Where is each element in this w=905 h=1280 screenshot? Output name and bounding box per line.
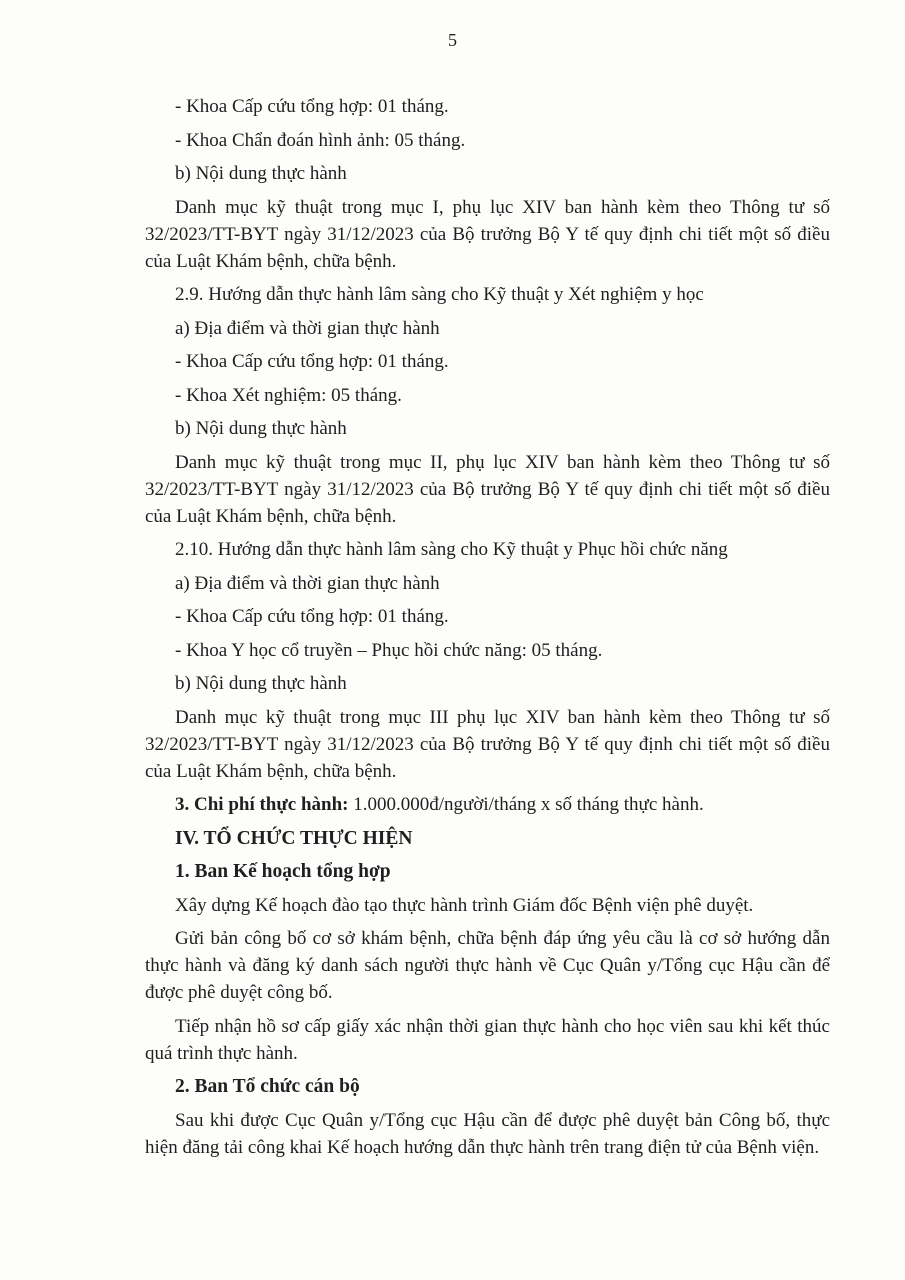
page-number: 5 <box>448 30 457 50</box>
subsection-heading: 1. Ban Kế hoạch tổng hợp <box>175 861 391 882</box>
paragraph: Xây dựng Kế hoạch đào tạo thực hành trình Giám đốc Bệnh viện phê duyệt. <box>175 894 754 916</box>
paragraph: Danh mục kỹ thuật trong mục II, phụ lục XIV ban hành kèm theo Thông tư số 32/2023/TT-BYT ngày 31/12/2023 của Bộ trưởng Bộ Y tế quy định chi tiết một số điều của Luật Khám bệnh, chữa bệnh. <box>145 451 830 527</box>
subheading: b) Nội dung thực hành <box>175 673 347 694</box>
paragraph: Tiếp nhận hồ sơ cấp giấy xác nhận thời gian thực hành cho học viên sau khi kết thúc quá trình thực hành. <box>145 1015 830 1064</box>
section-heading: 2.10. Hướng dẫn thực hành lâm sàng cho Kỹ thuật y Phục hồi chức năng <box>175 539 728 560</box>
cost-line <box>175 791 830 818</box>
list-item: - Khoa Cấp cứu tổng hợp: 01 tháng. <box>175 606 449 627</box>
subsection-heading: 2. Ban Tổ chức cán bộ <box>175 1076 360 1097</box>
paragraph: Gửi bản công bố cơ sở khám bệnh, chữa bệnh đáp ứng yêu cầu là cơ sở hướng dẫn thực hành và đăng ký danh sách người thực hành về Cục Quân y/Tổng cục Hậu cần để được phê duyệt công bố. <box>145 928 830 1003</box>
list-item: - Khoa Cấp cứu tổng hợp: 01 tháng. <box>175 351 449 372</box>
subheading: a) Địa điểm và thời gian thực hành <box>175 317 440 339</box>
paragraph: Danh mục kỹ thuật trong mục III phụ lục XIV ban hành kèm theo Thông tư số 32/2023/TT-BYT ngày 31/12/2023 của Bộ trưởng Bộ Y tế quy định chi tiết một số điều của Luật Khám bệnh, chữa bệnh. <box>145 706 830 782</box>
list-item: - Khoa Cấp cứu tổng hợp: 01 tháng. <box>175 96 449 117</box>
section-heading: 2.9. Hướng dẫn thực hành lâm sàng cho Kỹ thuật y Xét nghiệm y học <box>175 284 704 305</box>
section-heading-iv: IV. TỔ CHỨC THỰC HIỆN <box>175 827 413 849</box>
list-item: - Khoa Y học cổ truyền – Phục hồi chức năng: 05 tháng. <box>175 639 603 661</box>
cost-label: 3. Chi phí thực hành: <box>175 794 349 815</box>
paragraph: Danh mục kỹ thuật trong mục I, phụ lục XIV ban hành kèm theo Thông tư số 32/2023/TT-BYT ngày 31/12/2023 của Bộ trưởng Bộ Y tế quy định chi tiết một số điều của Luật Khám bệnh, chữa bệnh. <box>145 196 830 272</box>
document-body <box>145 93 830 1167</box>
subheading: a) Địa điểm và thời gian thực hành <box>175 572 440 594</box>
paragraph: Sau khi được Cục Quân y/Tổng cục Hậu cần để được phê duyệt bản Công bố, thực hiện đăng tải công khai Kế hoạch hướng dẫn thực hành trên trang điện tử của Bệnh viện. <box>145 1109 830 1158</box>
list-item: - Khoa Chẩn đoán hình ảnh: 05 tháng. <box>175 129 466 151</box>
list-item: - Khoa Xét nghiệm: 05 tháng. <box>175 384 402 406</box>
subheading: b) Nội dung thực hành <box>175 418 347 439</box>
cost-value: 1.000.000đ/người/tháng x số tháng thực hành. <box>348 794 704 815</box>
subheading: b) Nội dung thực hành <box>175 163 347 184</box>
